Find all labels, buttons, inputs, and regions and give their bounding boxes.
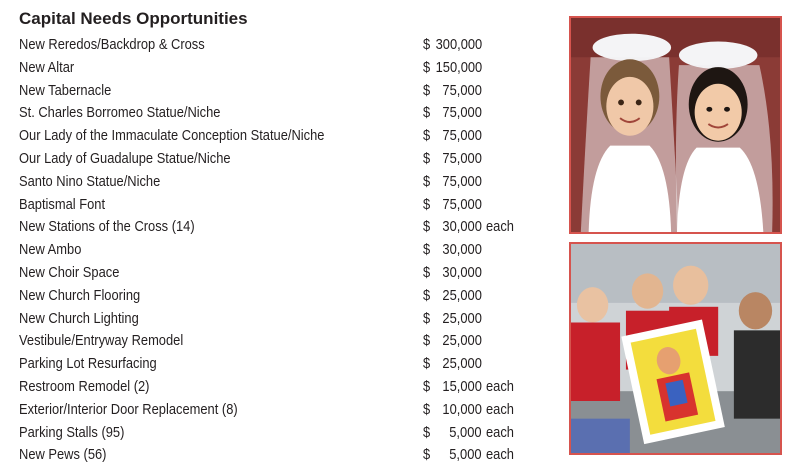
- item-label: Santo Nino Statue/Niche: [19, 172, 161, 190]
- item-suffix: each: [486, 218, 514, 236]
- list-item: [19, 34, 539, 57]
- item-label: St. Charles Borromeo Statue/Niche: [19, 104, 221, 122]
- item-amount: 30,000: [442, 218, 482, 236]
- currency-symbol: $: [423, 149, 431, 167]
- list-item: [19, 330, 539, 353]
- currency-symbol: $: [423, 195, 431, 213]
- item-label: Parking Lot Resurfacing: [19, 355, 157, 373]
- list-item: [19, 57, 539, 80]
- item-label: New Altar: [19, 58, 75, 76]
- item-suffix: each: [486, 446, 514, 464]
- currency-symbol: $: [423, 127, 431, 145]
- list-item: [19, 148, 539, 171]
- currency-symbol: $: [423, 241, 431, 259]
- item-label: New Reredos/Backdrop & Cross: [19, 36, 205, 53]
- item-amount: 5,000: [449, 423, 482, 441]
- item-amount: 300,000: [435, 36, 482, 53]
- item-amount: 25,000: [442, 286, 482, 304]
- communion-girls-photo: [569, 16, 782, 234]
- currency-symbol: $: [423, 377, 431, 395]
- item-amount: 25,000: [442, 332, 482, 350]
- item-amount: 25,000: [442, 309, 482, 327]
- list-item: [19, 80, 539, 103]
- list-item: [19, 239, 539, 262]
- item-label: New Stations of the Cross (14): [19, 218, 195, 236]
- currency-symbol: $: [423, 218, 431, 236]
- currency-symbol: $: [423, 332, 431, 350]
- currency-symbol: $: [423, 446, 431, 464]
- item-amount: 150,000: [435, 58, 482, 76]
- item-suffix: each: [486, 423, 514, 441]
- item-label: New Choir Space: [19, 263, 120, 281]
- item-label: New Church Lighting: [19, 309, 139, 327]
- currency-symbol: $: [423, 81, 431, 99]
- currency-symbol: $: [423, 286, 431, 304]
- item-label: Restroom Remodel (2): [19, 377, 150, 395]
- list-item: [19, 125, 539, 148]
- currency-symbol: $: [423, 36, 431, 53]
- item-label: New Church Flooring: [19, 286, 141, 304]
- item-amount: 5,000: [449, 446, 482, 464]
- item-label: New Ambo: [19, 241, 82, 259]
- item-amount: 75,000: [442, 104, 482, 122]
- list-item: [19, 171, 539, 194]
- item-amount: 10,000: [442, 400, 482, 418]
- list-item: [19, 194, 539, 217]
- currency-symbol: $: [423, 263, 431, 281]
- list-item: [19, 444, 539, 467]
- currency-symbol: $: [423, 355, 431, 373]
- list-item: [19, 102, 539, 125]
- currency-symbol: $: [423, 58, 431, 76]
- item-amount: 30,000: [442, 263, 482, 281]
- communion-girls-illustration: [571, 18, 780, 232]
- currency-symbol: $: [423, 104, 431, 122]
- item-label: Our Lady of Guadalupe Statue/Niche: [19, 149, 231, 167]
- list-item: [19, 285, 539, 308]
- list-item: [19, 216, 539, 239]
- classroom-children-illustration: [571, 244, 780, 453]
- item-amount: 75,000: [442, 149, 482, 167]
- list-item: [19, 399, 539, 422]
- item-label: Our Lady of the Immaculate Conception Statue/Niche: [19, 127, 325, 145]
- item-amount: 30,000: [442, 241, 482, 259]
- list-item: [19, 353, 539, 376]
- page-title: Capital Needs Opportunities: [19, 9, 248, 28]
- item-suffix: each: [486, 377, 514, 395]
- item-label: Parking Stalls (95): [19, 423, 125, 441]
- item-amount: 75,000: [442, 195, 482, 213]
- currency-symbol: $: [423, 400, 431, 418]
- currency-symbol: $: [423, 172, 431, 190]
- classroom-children-photo: [569, 242, 782, 455]
- capital-needs-list: [19, 34, 539, 467]
- list-item: [19, 376, 539, 399]
- item-amount: 15,000: [442, 377, 482, 395]
- item-amount: 75,000: [442, 81, 482, 99]
- item-label: Baptismal Font: [19, 195, 106, 213]
- item-label: Vestibule/Entryway Remodel: [19, 332, 184, 350]
- item-amount: 25,000: [442, 355, 482, 373]
- list-item: [19, 308, 539, 331]
- currency-symbol: $: [423, 423, 431, 441]
- item-amount: 75,000: [442, 127, 482, 145]
- item-amount: 75,000: [442, 172, 482, 190]
- list-item: [19, 262, 539, 285]
- list-item: [19, 422, 539, 445]
- item-label: New Pews (56): [19, 446, 107, 464]
- currency-symbol: $: [423, 309, 431, 327]
- item-suffix: each: [486, 400, 514, 418]
- item-label: New Tabernacle: [19, 81, 112, 99]
- item-label: Exterior/Interior Door Replacement (8): [19, 400, 238, 418]
